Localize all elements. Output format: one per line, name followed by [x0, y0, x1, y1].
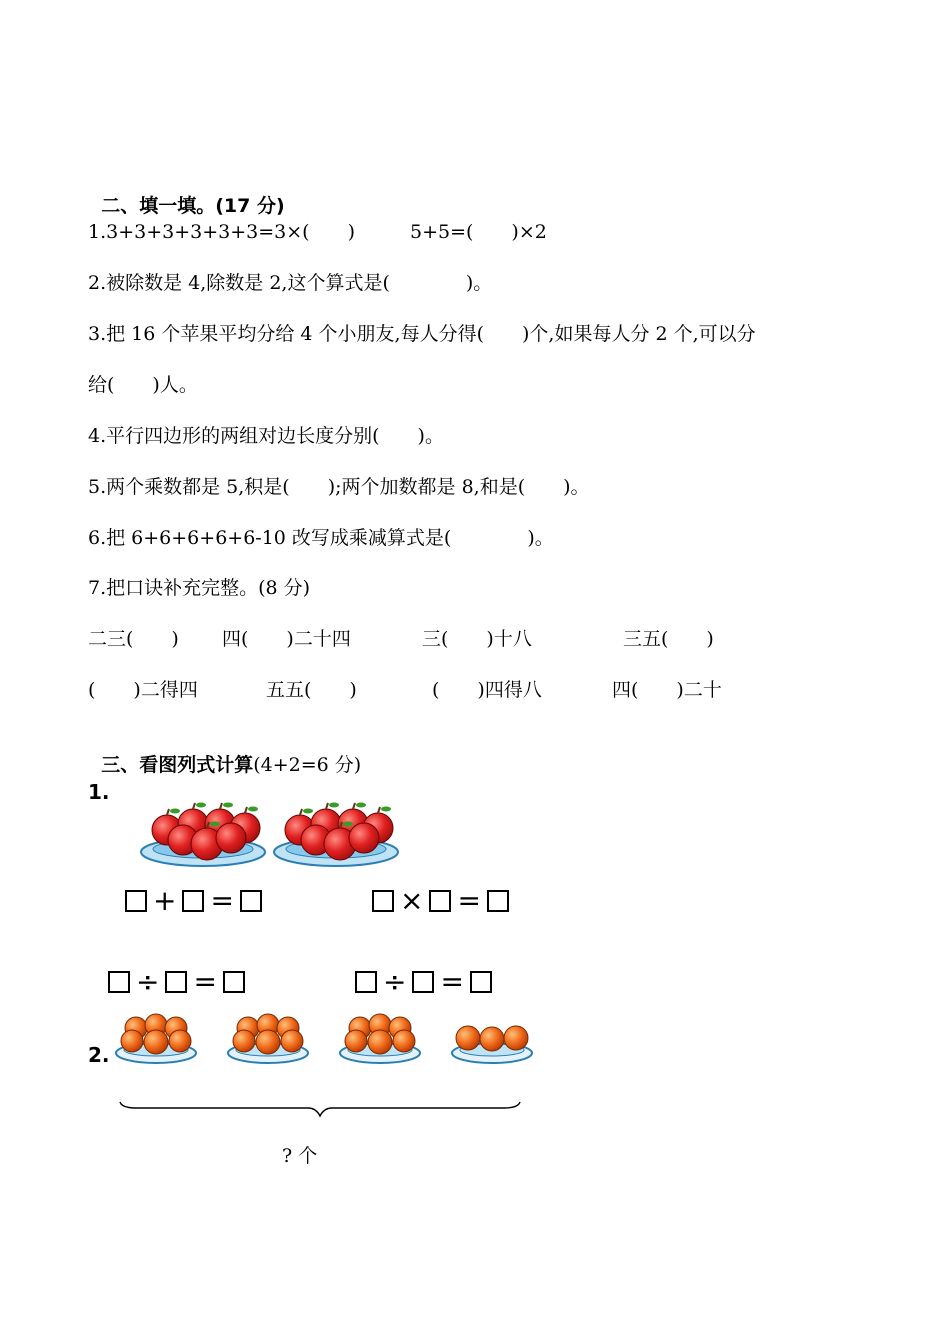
- rhyme-1-1: 二三( ): [88, 628, 179, 650]
- equation-addition: [125, 884, 262, 917]
- orange-plate-1: [116, 1014, 196, 1063]
- answer-box[interactable]: [470, 971, 492, 993]
- orange-plates-picture: [112, 1008, 542, 1070]
- rhyme-1-4: 三五( ): [623, 628, 714, 650]
- answer-box[interactable]: [125, 890, 147, 912]
- section3-title: 三、看图列式计算: [101, 754, 254, 776]
- section3-score: (4+2=6 分): [253, 754, 362, 776]
- section3-heading: [88, 729, 361, 777]
- q5: 5.两个乘数都是 5,积是( );两个加数都是 8,和是( )。: [88, 476, 590, 498]
- equals-sign: =: [210, 884, 234, 917]
- plus-sign: +: [153, 884, 177, 917]
- section2-score: (17 分): [215, 195, 285, 217]
- problem1-label: 1.: [88, 780, 110, 804]
- orange-plate-3: [340, 1014, 420, 1063]
- q4: 4.平行四边形的两组对边长度分别( )。: [88, 425, 444, 447]
- q3-line2: 给( )人。: [88, 374, 198, 396]
- answer-box[interactable]: [372, 890, 394, 912]
- apple-plate-right: [274, 803, 398, 867]
- answer-box[interactable]: [355, 971, 377, 993]
- rhyme-2-2: 五五( ): [266, 679, 357, 701]
- q1-part-a: 1.3+3+3+3+3+3=3×( ): [88, 221, 356, 243]
- q7: 7.把口诀补充完整。(8 分): [88, 577, 311, 599]
- q1-part-b: 5+5=( )×2: [410, 221, 547, 243]
- equals-sign: =: [193, 965, 217, 998]
- rhyme-1-3: 三( )十八: [422, 628, 532, 650]
- equals-sign: =: [440, 965, 464, 998]
- equals-sign: =: [457, 884, 481, 917]
- apple-plate-left: [141, 803, 265, 867]
- answer-box[interactable]: [429, 890, 451, 912]
- answer-box[interactable]: [108, 971, 130, 993]
- divide-sign: ÷: [383, 965, 407, 998]
- orange-plate-2: [228, 1014, 308, 1063]
- rhyme-1-2: 四( )二十四: [222, 628, 351, 650]
- equation-multiplication: [372, 884, 509, 917]
- answer-box[interactable]: [412, 971, 434, 993]
- divide-sign: ÷: [136, 965, 160, 998]
- question-count-label: ? 个: [282, 1145, 318, 1167]
- equation-division-2: [355, 965, 492, 998]
- orange-plate-4: [452, 1026, 532, 1063]
- section2-heading: [88, 170, 285, 218]
- apple-plates-picture: [135, 800, 405, 870]
- times-sign: ×: [400, 884, 424, 917]
- q3-line1: 3.把 16 个苹果平均分给 4 个小朋友,每人分得( )个,如果每人分 2 个,可以分: [88, 323, 756, 345]
- q2: 2.被除数是 4,除数是 2,这个算式是( )。: [88, 272, 493, 294]
- answer-box[interactable]: [223, 971, 245, 993]
- answer-box[interactable]: [182, 890, 204, 912]
- rhyme-2-3: ( )四得八: [432, 679, 542, 701]
- rhyme-2-4: 四( )二十: [612, 679, 722, 701]
- equation-division-1: [108, 965, 245, 998]
- section2-title: 二、填一填。: [101, 195, 216, 217]
- total-brace: [118, 1098, 522, 1120]
- rhyme-2-1: ( )二得四: [88, 679, 198, 701]
- problem2-label: 2.: [88, 1043, 110, 1067]
- answer-box[interactable]: [240, 890, 262, 912]
- answer-box[interactable]: [165, 971, 187, 993]
- q6: 6.把 6+6+6+6+6-10 改写成乘减算式是( )。: [88, 527, 554, 549]
- answer-box[interactable]: [487, 890, 509, 912]
